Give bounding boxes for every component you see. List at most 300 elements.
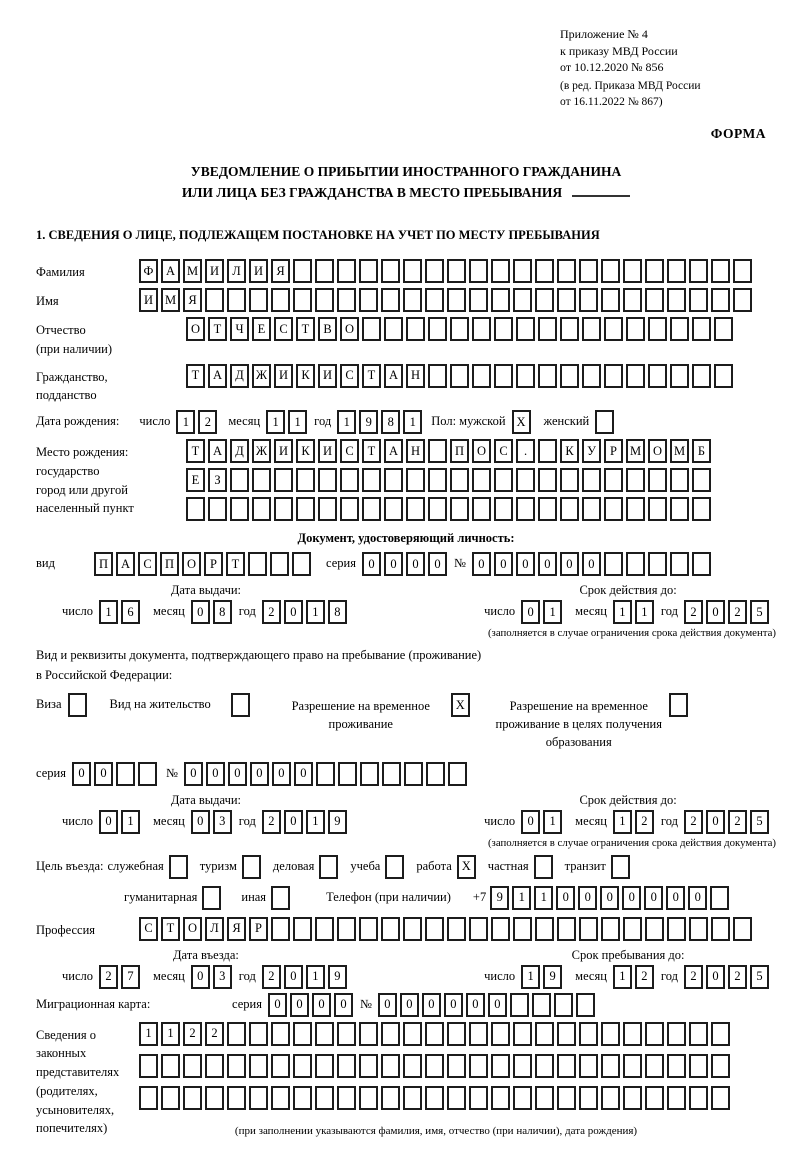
birth-place-cells-1[interactable] — [186, 439, 714, 463]
char-cell[interactable]: 1 — [306, 810, 325, 834]
char-cell[interactable]: 1 — [403, 410, 422, 434]
char-cell[interactable] — [447, 259, 466, 283]
char-cell[interactable]: О — [183, 917, 202, 941]
char-cell[interactable]: 0 — [294, 762, 313, 786]
char-cell[interactable]: 0 — [560, 552, 579, 576]
char-cell[interactable]: 2 — [262, 600, 281, 624]
char-cell[interactable]: Т — [208, 317, 227, 341]
char-cell[interactable]: 0 — [688, 886, 707, 910]
char-cell[interactable] — [227, 1022, 246, 1046]
profession-cells[interactable] — [139, 917, 755, 941]
option-visa[interactable]: Виза — [36, 693, 90, 717]
char-cell[interactable] — [274, 468, 293, 492]
char-cell[interactable]: И — [318, 364, 337, 388]
char-cell[interactable] — [186, 497, 205, 521]
char-cell[interactable]: 9 — [328, 965, 347, 989]
sex-female-checkbox[interactable] — [595, 410, 617, 434]
char-cell[interactable] — [516, 364, 535, 388]
char-cell[interactable] — [359, 288, 378, 312]
char-cell[interactable] — [623, 917, 642, 941]
char-cell[interactable] — [271, 1054, 290, 1078]
char-cell[interactable] — [494, 364, 513, 388]
char-cell[interactable]: К — [560, 439, 579, 463]
char-cell[interactable]: 1 — [543, 600, 562, 624]
char-cell[interactable] — [138, 762, 157, 786]
char-cell[interactable] — [626, 317, 645, 341]
char-cell[interactable] — [557, 259, 576, 283]
char-cell[interactable] — [296, 497, 315, 521]
char-cell[interactable] — [560, 364, 579, 388]
char-cell[interactable] — [669, 693, 688, 717]
char-cell[interactable] — [689, 917, 708, 941]
char-cell[interactable] — [645, 917, 664, 941]
char-cell[interactable]: X — [457, 855, 476, 879]
char-cell[interactable]: 0 — [488, 993, 507, 1017]
char-cell[interactable]: 3 — [213, 965, 232, 989]
char-cell[interactable]: 0 — [312, 993, 331, 1017]
char-cell[interactable] — [337, 259, 356, 283]
char-cell[interactable] — [623, 259, 642, 283]
char-cell[interactable]: Л — [205, 917, 224, 941]
char-cell[interactable] — [315, 288, 334, 312]
purpose-transit[interactable]: транзит — [565, 855, 633, 879]
char-cell[interactable]: 5 — [750, 965, 769, 989]
char-cell[interactable] — [450, 364, 469, 388]
char-cell[interactable]: Т — [296, 317, 315, 341]
char-cell[interactable] — [626, 364, 645, 388]
doc-issue-day-cells[interactable] — [99, 600, 143, 624]
char-cell[interactable] — [316, 762, 335, 786]
char-cell[interactable] — [494, 468, 513, 492]
purpose-business[interactable]: служебная — [108, 855, 191, 879]
char-cell[interactable] — [538, 317, 557, 341]
char-cell[interactable] — [472, 317, 491, 341]
char-cell[interactable]: Т — [186, 364, 205, 388]
char-cell[interactable] — [447, 1022, 466, 1046]
char-cell[interactable] — [535, 288, 554, 312]
doc-valid-year-cells[interactable] — [684, 600, 772, 624]
char-cell[interactable] — [604, 317, 623, 341]
char-cell[interactable]: 0 — [494, 552, 513, 576]
char-cell[interactable] — [315, 259, 334, 283]
char-cell[interactable] — [535, 259, 554, 283]
char-cell[interactable] — [714, 317, 733, 341]
char-cell[interactable] — [733, 917, 752, 941]
char-cell[interactable]: Н — [406, 439, 425, 463]
char-cell[interactable] — [582, 497, 601, 521]
char-cell[interactable]: 1 — [306, 600, 325, 624]
char-cell[interactable] — [692, 552, 711, 576]
char-cell[interactable] — [611, 855, 630, 879]
char-cell[interactable]: К — [296, 364, 315, 388]
char-cell[interactable] — [667, 1086, 686, 1110]
char-cell[interactable] — [595, 410, 614, 434]
char-cell[interactable]: О — [340, 317, 359, 341]
char-cell[interactable]: 2 — [635, 965, 654, 989]
char-cell[interactable]: 9 — [328, 810, 347, 834]
char-cell[interactable] — [338, 762, 357, 786]
char-cell[interactable]: О — [472, 439, 491, 463]
char-cell[interactable] — [513, 917, 532, 941]
char-cell[interactable] — [231, 693, 250, 717]
char-cell[interactable]: 0 — [706, 600, 725, 624]
char-cell[interactable] — [667, 917, 686, 941]
char-cell[interactable] — [447, 917, 466, 941]
char-cell[interactable]: . — [516, 439, 535, 463]
purpose-work-checkbox[interactable] — [457, 855, 479, 879]
char-cell[interactable] — [359, 1086, 378, 1110]
char-cell[interactable] — [604, 364, 623, 388]
char-cell[interactable] — [532, 993, 551, 1017]
char-cell[interactable] — [271, 886, 290, 910]
birth-year-cells[interactable] — [337, 410, 425, 434]
char-cell[interactable] — [626, 552, 645, 576]
birth-day-cells[interactable] — [176, 410, 220, 434]
char-cell[interactable] — [491, 1054, 510, 1078]
char-cell[interactable]: 1 — [266, 410, 285, 434]
char-cell[interactable]: О — [648, 439, 667, 463]
char-cell[interactable] — [601, 288, 620, 312]
char-cell[interactable] — [560, 468, 579, 492]
doc-valid-day-cells[interactable] — [521, 600, 565, 624]
char-cell[interactable] — [472, 497, 491, 521]
char-cell[interactable]: Т — [362, 364, 381, 388]
char-cell[interactable] — [491, 288, 510, 312]
char-cell[interactable] — [271, 917, 290, 941]
char-cell[interactable]: Т — [186, 439, 205, 463]
char-cell[interactable] — [161, 1086, 180, 1110]
char-cell[interactable] — [645, 1054, 664, 1078]
char-cell[interactable]: 8 — [381, 410, 400, 434]
phone-cells[interactable] — [490, 886, 732, 910]
char-cell[interactable]: 0 — [384, 552, 403, 576]
char-cell[interactable] — [538, 497, 557, 521]
char-cell[interactable]: 1 — [521, 965, 540, 989]
char-cell[interactable] — [274, 497, 293, 521]
char-cell[interactable]: А — [116, 552, 135, 576]
purpose-commercial-checkbox[interactable] — [319, 855, 341, 879]
char-cell[interactable] — [293, 1086, 312, 1110]
char-cell[interactable] — [535, 1054, 554, 1078]
option-temp-residence[interactable]: Разрешение на временное проживание X — [277, 693, 473, 733]
birth-place-cells-3[interactable] — [186, 497, 714, 521]
doc-series-cells[interactable] — [362, 552, 450, 576]
char-cell[interactable] — [711, 917, 730, 941]
char-cell[interactable]: С — [139, 917, 158, 941]
char-cell[interactable]: Я — [227, 917, 246, 941]
char-cell[interactable] — [667, 259, 686, 283]
char-cell[interactable] — [227, 1054, 246, 1078]
char-cell[interactable]: 2 — [262, 965, 281, 989]
char-cell[interactable] — [472, 468, 491, 492]
residence-series-cells[interactable] — [72, 762, 160, 786]
char-cell[interactable]: 0 — [444, 993, 463, 1017]
char-cell[interactable]: 0 — [622, 886, 641, 910]
char-cell[interactable]: Д — [230, 439, 249, 463]
char-cell[interactable] — [428, 497, 447, 521]
char-cell[interactable] — [469, 288, 488, 312]
char-cell[interactable]: 0 — [191, 600, 210, 624]
char-cell[interactable]: 9 — [359, 410, 378, 434]
char-cell[interactable] — [227, 1086, 246, 1110]
char-cell[interactable] — [169, 855, 188, 879]
char-cell[interactable] — [601, 1022, 620, 1046]
char-cell[interactable]: 0 — [466, 993, 485, 1017]
char-cell[interactable] — [711, 259, 730, 283]
char-cell[interactable]: Е — [186, 468, 205, 492]
char-cell[interactable] — [469, 259, 488, 283]
residence-issue-day-cells[interactable] — [99, 810, 143, 834]
char-cell[interactable] — [293, 1022, 312, 1046]
option-residence-permit[interactable]: Вид на жительство — [110, 693, 253, 717]
char-cell[interactable] — [645, 259, 664, 283]
purpose-study-checkbox[interactable] — [385, 855, 407, 879]
char-cell[interactable]: М — [183, 259, 202, 283]
char-cell[interactable] — [271, 1022, 290, 1046]
char-cell[interactable] — [491, 1022, 510, 1046]
char-cell[interactable]: 0 — [582, 552, 601, 576]
char-cell[interactable] — [359, 1022, 378, 1046]
char-cell[interactable] — [576, 993, 595, 1017]
citizenship-cells[interactable] — [186, 364, 736, 388]
char-cell[interactable] — [494, 497, 513, 521]
char-cell[interactable]: 0 — [521, 600, 540, 624]
char-cell[interactable] — [604, 468, 623, 492]
char-cell[interactable]: 0 — [706, 810, 725, 834]
char-cell[interactable]: 0 — [250, 762, 269, 786]
char-cell[interactable]: Т — [226, 552, 245, 576]
char-cell[interactable] — [381, 1086, 400, 1110]
char-cell[interactable] — [670, 317, 689, 341]
char-cell[interactable]: Т — [161, 917, 180, 941]
purpose-tourism[interactable]: туризм — [200, 855, 264, 879]
char-cell[interactable] — [381, 259, 400, 283]
char-cell[interactable]: 0 — [428, 552, 447, 576]
char-cell[interactable]: 2 — [684, 965, 703, 989]
char-cell[interactable] — [604, 552, 623, 576]
char-cell[interactable]: 1 — [613, 600, 632, 624]
char-cell[interactable]: 1 — [288, 410, 307, 434]
residence-issue-year-cells[interactable] — [262, 810, 350, 834]
char-cell[interactable] — [293, 1054, 312, 1078]
temp-residence-education-checkbox[interactable] — [669, 693, 691, 717]
char-cell[interactable]: Я — [271, 259, 290, 283]
char-cell[interactable]: Л — [227, 259, 246, 283]
char-cell[interactable]: 1 — [613, 810, 632, 834]
char-cell[interactable]: О — [182, 552, 201, 576]
char-cell[interactable] — [648, 364, 667, 388]
char-cell[interactable]: 0 — [272, 762, 291, 786]
char-cell[interactable] — [491, 259, 510, 283]
char-cell[interactable] — [469, 1022, 488, 1046]
char-cell[interactable] — [670, 552, 689, 576]
char-cell[interactable] — [733, 259, 752, 283]
char-cell[interactable] — [426, 762, 445, 786]
char-cell[interactable] — [425, 1022, 444, 1046]
legal-reps-cells-2[interactable] — [139, 1054, 733, 1078]
char-cell[interactable] — [579, 1022, 598, 1046]
doc-valid-month-cells[interactable] — [613, 600, 657, 624]
char-cell[interactable] — [626, 497, 645, 521]
char-cell[interactable]: 2 — [728, 600, 747, 624]
char-cell[interactable] — [315, 1086, 334, 1110]
char-cell[interactable] — [538, 468, 557, 492]
char-cell[interactable] — [381, 288, 400, 312]
char-cell[interactable] — [425, 288, 444, 312]
char-cell[interactable] — [230, 497, 249, 521]
char-cell[interactable]: 2 — [684, 810, 703, 834]
char-cell[interactable]: П — [450, 439, 469, 463]
char-cell[interactable] — [601, 1054, 620, 1078]
char-cell[interactable] — [428, 468, 447, 492]
char-cell[interactable] — [535, 1086, 554, 1110]
char-cell[interactable] — [516, 317, 535, 341]
char-cell[interactable]: 0 — [521, 810, 540, 834]
char-cell[interactable]: 0 — [400, 993, 419, 1017]
char-cell[interactable] — [249, 1022, 268, 1046]
char-cell[interactable] — [68, 693, 87, 717]
char-cell[interactable] — [494, 317, 513, 341]
char-cell[interactable] — [557, 917, 576, 941]
char-cell[interactable] — [318, 468, 337, 492]
char-cell[interactable] — [623, 1086, 642, 1110]
char-cell[interactable]: 0 — [284, 600, 303, 624]
purpose-other[interactable]: иная — [241, 886, 293, 910]
char-cell[interactable] — [516, 497, 535, 521]
char-cell[interactable] — [359, 259, 378, 283]
char-cell[interactable] — [384, 468, 403, 492]
char-cell[interactable]: 9 — [543, 965, 562, 989]
residence-issue-month-cells[interactable] — [191, 810, 235, 834]
char-cell[interactable]: 1 — [613, 965, 632, 989]
char-cell[interactable]: 0 — [94, 762, 113, 786]
entry-year-cells[interactable] — [262, 965, 350, 989]
char-cell[interactable]: 1 — [306, 965, 325, 989]
char-cell[interactable]: 8 — [328, 600, 347, 624]
char-cell[interactable] — [579, 259, 598, 283]
char-cell[interactable] — [315, 1022, 334, 1046]
char-cell[interactable]: Ж — [252, 364, 271, 388]
char-cell[interactable]: 5 — [750, 810, 769, 834]
char-cell[interactable]: С — [340, 364, 359, 388]
char-cell[interactable]: 0 — [406, 552, 425, 576]
char-cell[interactable] — [535, 1022, 554, 1046]
char-cell[interactable] — [670, 497, 689, 521]
char-cell[interactable] — [139, 1054, 158, 1078]
char-cell[interactable] — [692, 497, 711, 521]
char-cell[interactable]: 9 — [490, 886, 509, 910]
char-cell[interactable]: П — [94, 552, 113, 576]
char-cell[interactable] — [337, 917, 356, 941]
char-cell[interactable] — [560, 497, 579, 521]
char-cell[interactable]: 0 — [206, 762, 225, 786]
char-cell[interactable] — [579, 917, 598, 941]
char-cell[interactable]: С — [340, 439, 359, 463]
char-cell[interactable]: 0 — [378, 993, 397, 1017]
char-cell[interactable] — [249, 1054, 268, 1078]
legal-reps-cells-3[interactable] — [139, 1086, 733, 1110]
birth-month-cells[interactable] — [266, 410, 310, 434]
char-cell[interactable] — [425, 1086, 444, 1110]
char-cell[interactable] — [404, 762, 423, 786]
char-cell[interactable] — [692, 468, 711, 492]
char-cell[interactable] — [469, 1054, 488, 1078]
char-cell[interactable]: Н — [406, 364, 425, 388]
char-cell[interactable] — [692, 317, 711, 341]
char-cell[interactable] — [469, 1086, 488, 1110]
char-cell[interactable] — [645, 1022, 664, 1046]
char-cell[interactable]: Ф — [139, 259, 158, 283]
char-cell[interactable] — [579, 288, 598, 312]
char-cell[interactable] — [560, 317, 579, 341]
char-cell[interactable] — [516, 468, 535, 492]
char-cell[interactable] — [667, 1054, 686, 1078]
migration-number-cells[interactable] — [378, 993, 598, 1017]
char-cell[interactable]: 0 — [706, 965, 725, 989]
char-cell[interactable]: В — [318, 317, 337, 341]
legal-reps-cells-1[interactable] — [139, 1022, 733, 1046]
temp-residence-checkbox[interactable] — [451, 693, 473, 717]
char-cell[interactable] — [403, 1054, 422, 1078]
char-cell[interactable] — [406, 497, 425, 521]
char-cell[interactable] — [359, 917, 378, 941]
entry-month-cells[interactable] — [191, 965, 235, 989]
char-cell[interactable] — [670, 468, 689, 492]
char-cell[interactable]: 0 — [422, 993, 441, 1017]
char-cell[interactable] — [513, 1022, 532, 1046]
char-cell[interactable] — [604, 497, 623, 521]
char-cell[interactable] — [202, 886, 221, 910]
char-cell[interactable] — [491, 917, 510, 941]
char-cell[interactable] — [623, 288, 642, 312]
char-cell[interactable]: 2 — [183, 1022, 202, 1046]
char-cell[interactable] — [382, 762, 401, 786]
purpose-other-checkbox[interactable] — [271, 886, 293, 910]
char-cell[interactable] — [340, 468, 359, 492]
char-cell[interactable] — [689, 288, 708, 312]
char-cell[interactable] — [582, 468, 601, 492]
char-cell[interactable] — [362, 497, 381, 521]
sex-male-checkbox[interactable] — [512, 410, 534, 434]
char-cell[interactable] — [116, 762, 135, 786]
char-cell[interactable] — [626, 468, 645, 492]
char-cell[interactable]: Е — [252, 317, 271, 341]
char-cell[interactable]: И — [205, 259, 224, 283]
char-cell[interactable] — [360, 762, 379, 786]
char-cell[interactable] — [714, 364, 733, 388]
char-cell[interactable]: 1 — [139, 1022, 158, 1046]
char-cell[interactable]: Б — [692, 439, 711, 463]
char-cell[interactable] — [447, 288, 466, 312]
residence-valid-month-cells[interactable] — [613, 810, 657, 834]
char-cell[interactable]: 0 — [600, 886, 619, 910]
char-cell[interactable]: 0 — [538, 552, 557, 576]
char-cell[interactable]: 1 — [635, 600, 654, 624]
char-cell[interactable] — [667, 288, 686, 312]
char-cell[interactable]: 0 — [334, 993, 353, 1017]
char-cell[interactable] — [337, 1086, 356, 1110]
char-cell[interactable]: А — [384, 439, 403, 463]
char-cell[interactable] — [447, 1054, 466, 1078]
char-cell[interactable] — [623, 1054, 642, 1078]
char-cell[interactable] — [491, 1086, 510, 1110]
char-cell[interactable]: П — [160, 552, 179, 576]
char-cell[interactable] — [692, 364, 711, 388]
char-cell[interactable] — [296, 468, 315, 492]
char-cell[interactable] — [315, 917, 334, 941]
char-cell[interactable]: 2 — [205, 1022, 224, 1046]
char-cell[interactable]: 7 — [121, 965, 140, 989]
